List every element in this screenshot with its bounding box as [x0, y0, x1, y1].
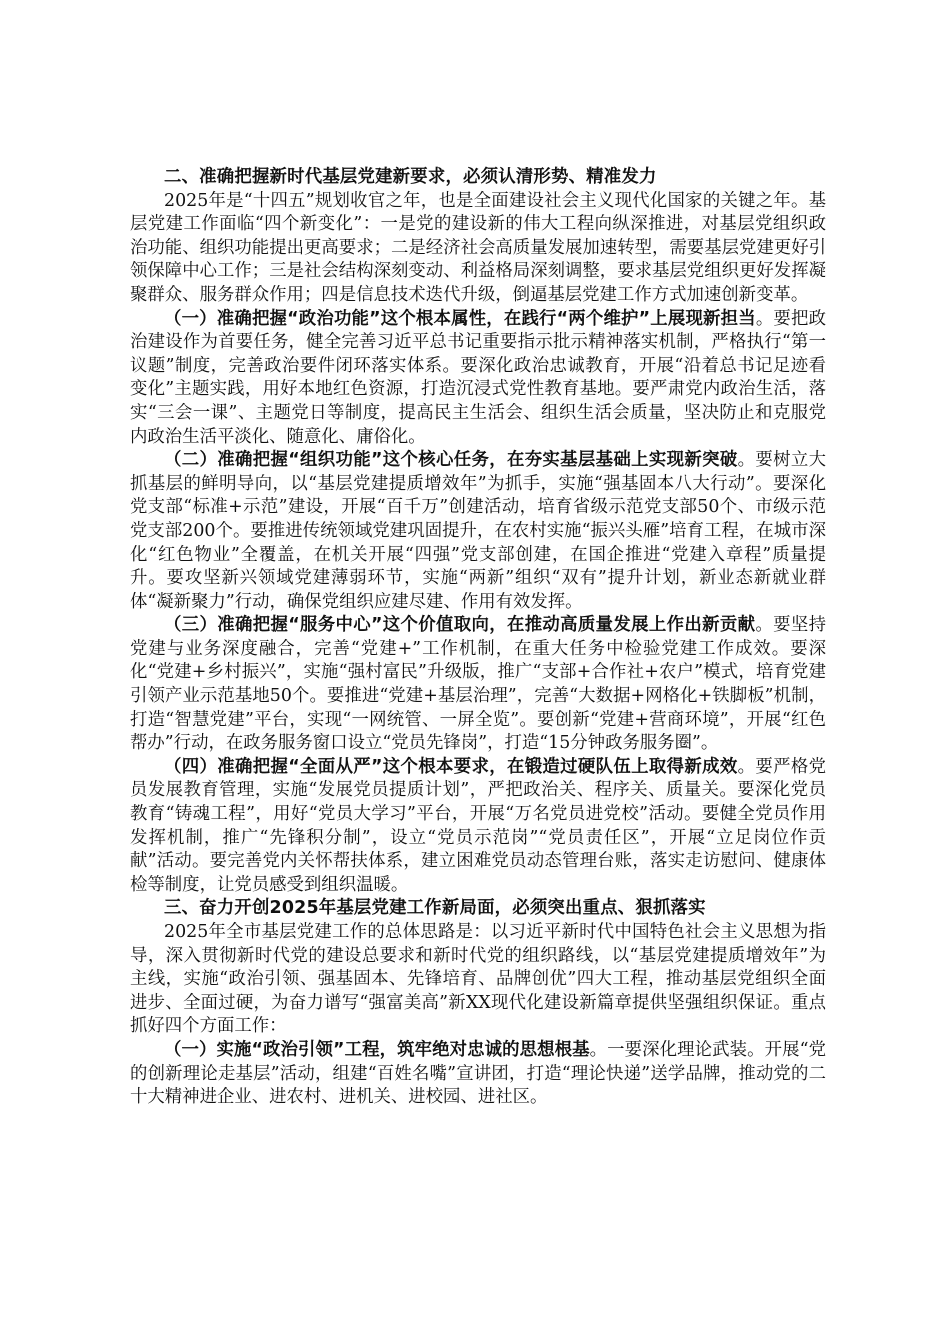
- paragraph-item-2-2: [130, 449, 826, 614]
- paragraph-item-2-4: [130, 756, 826, 898]
- subheading-3-1: （一）实施“政治引领”工程，筑牢绝对忠诚的思想根基: [164, 1039, 590, 1060]
- body-2-3: 。要坚持党建与业务深度融合，完善“党建+”工作机制，在重大任务中检验党建工作成效。要深化“党建+乡村振兴”，实施“强村富民”升级版，推广“支部+合作社+农户”模式，培育党建引领产业示范基地50个。要推进“党建+基层治理”，完善“大数据+网格化+铁脚板”机制，打造“智慧党建”平台，实现“一网统管、一屏全览”。要创新“党建+营商环境”，开展“红色帮办”行动，在政务服务窗口设立“党员先锋岗”，打造“15分钟政务服务圈”。: [130, 615, 826, 754]
- paragraph-section3-intro: 2025年全市基层党建工作的总体思路是：以习近平新时代中国特色社会主义思想为指导，深入贯彻新时代党的建设总要求和新时代党的组织路线，以“基层党建提质增效年”为主线，实施“政治引领、强基固本、先锋培育、品牌创优”四大工程，推动基层党组织全面进步、全面过硬，为奋力谱写“强富美高”新XX现代化建设新篇章提供坚强组织保证。重点抓好四个方面工作：: [130, 922, 826, 1037]
- document-page: [130, 166, 826, 1110]
- paragraph-item-2-1: [130, 308, 826, 450]
- paragraph-item-2-3: [130, 614, 826, 756]
- subheading-2-3: （三）准确把握“服务中心”这个价值取向，在推动高质量发展上作出新贡献: [164, 615, 756, 636]
- paragraph-section2-intro: 2025年是“十四五”规划收官之年，也是全面建设社会主义现代化国家的关键之年。基层党建工作面临“四个新变化”：一是党的建设新的伟大工程向纵深推进，对基层党组织政治功能、组织功能提出更高要求；二是经济社会高质量发展加速转型，需要基层党建更好引领保障中心工作；三是社会结构深刻变动、利益格局深刻调整，要求基层党组织更好发挥凝聚群众、服务群众作用；四是信息技术迭代升级，倒逼基层党建工作方式加速创新变革。: [130, 190, 826, 305]
- subheading-2-2: （二）准确把握“组织功能”这个核心任务，在夯实基层基础上实现新突破: [164, 450, 738, 471]
- subheading-2-1: （一）准确把握“政治功能”这个根本属性，在践行“两个维护”上展现新担当: [164, 308, 756, 329]
- body-2-2: 。要树立大抓基层的鲜明导向，以“基层党建提质增效年”为抓手，实施“强基固本八大行动”。要深化党支部“标准+示范”建设，开展“百千万”创建活动，培育省级示范党支部50个、市级示范党支部200个。要推进传统领域党建巩固提升，在农村实施“振兴头雁”培育工程，在城市深化“红色物业”全覆盖，在机关开展“四强”党支部创建，在国企推进“党建入章程”质量提升。要攻坚新兴领域党建薄弱环节，实施“两新”组织“双有”提升计划，新业态新就业群体“凝新聚力”行动，确保党组织应建尽建、作用有效发挥。: [130, 450, 826, 612]
- section-heading-2: 二、准确把握新时代基层党建新要求，必须认清形势、精准发力: [164, 167, 657, 187]
- section-heading-3: 三、奋力开创2025年基层党建工作新局面，必须突出重点、狠抓落实: [164, 898, 706, 919]
- paragraph-item-3-1: [130, 1039, 826, 1110]
- body-2-1: 。要把政治建设作为首要任务，健全完善习近平总书记重要指示批示精神落实机制，严格执行“第一议题”制度，完善政治要件闭环落实体系。要深化政治忠诚教育，开展“沿着总书记足迹看变化”主题实践，用好本地红色资源，打造沉浸式党性教育基地。要严肃党内政治生活，落实“三会一课”、主题党日等制度，提高民主生活会、组织生活会质量，坚决防止和克服党内政治生活平淡化、随意化、庸俗化。: [130, 308, 826, 447]
- subheading-2-4: （四）准确把握“全面从严”这个根本要求，在锻造过硬队伍上取得新成效: [164, 756, 738, 777]
- body-3-1: 。一要深化理论武装。开展“党的创新理论走基层”活动，组建“百姓名嘴”宣讲团，打造“理论快递”送学品牌，推动党的二十大精神进企业、进农村、进机关、进校园、进社区。: [130, 1039, 826, 1108]
- body-2-4: 。要严格党员发展教育管理，实施“发展党员提质计划”，严把政治关、程序关、质量关。要深化党员教育“铸魂工程”，用好“党员大学习”平台，开展“万名党员进党校”活动。要健全党员作用发挥机制，推广“先锋积分制”，设立“党员示范岗”“党员责任区”，开展“立足岗位作贡献”活动。要完善党内关怀帮扶体系，建立困难党员动态管理台账，落实走访慰问、健康体检等制度，让党员感受到组织温暖。: [130, 756, 826, 895]
